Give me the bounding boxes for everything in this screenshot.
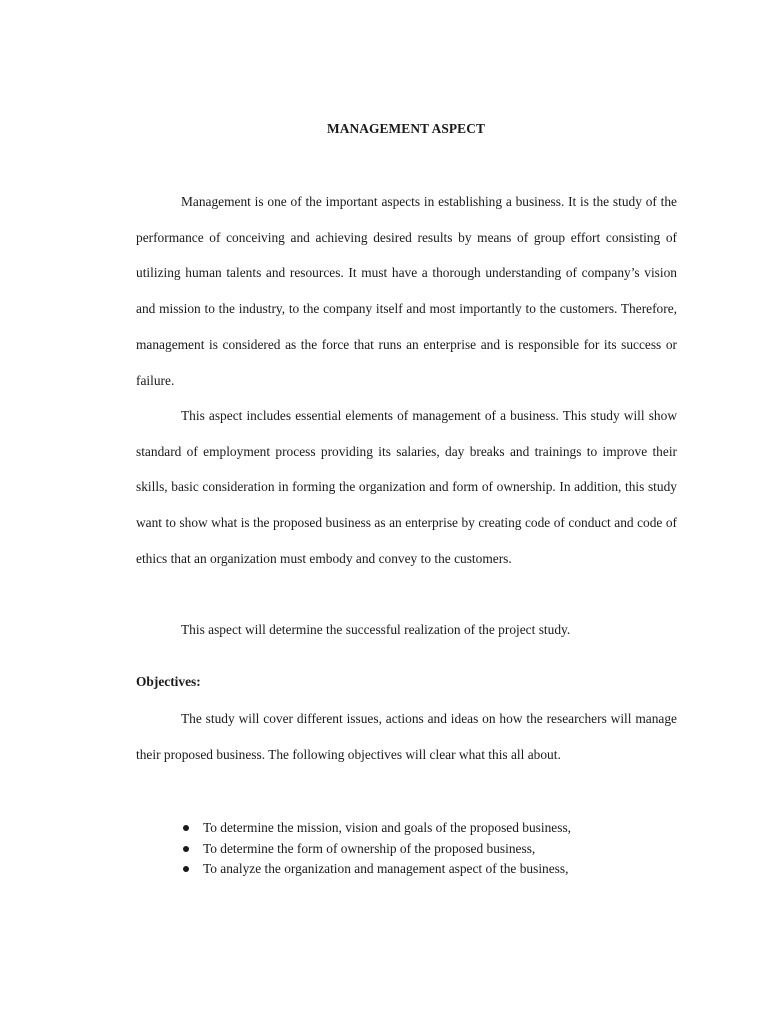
paragraph-aspect-determination: This aspect will determine the successful realization of the project study.	[181, 622, 571, 637]
document-title: MANAGEMENT ASPECT	[326, 121, 486, 136]
paragraph-aspect-elements: This aspect includes essential elements of management of a business. This study will show standard of employment process providing its salaries, day breaks and trainings to improve their skills, basic consideration in forming the organization and form of ownership. In addition, this study want to show what is the proposed business as an enterprise by creating code of conduct and code of ethics that an organization must embody and convey to the customers.	[136, 408, 677, 566]
objectives-heading: Objectives:	[136, 674, 201, 689]
bullet-icon	[183, 846, 189, 852]
list-item-text: To determine the form of ownership of the proposed business,	[203, 840, 536, 856]
list-item-text: To determine the mission, vision and goals of the proposed business,	[203, 820, 571, 835]
list-item-text: To analyze the organization and management aspect of the business,	[203, 861, 569, 876]
bullet-icon	[183, 866, 189, 872]
list-item	[136, 818, 696, 839]
paragraph-management-definition: Management is one of the important aspects in establishing a business. It is the study of the performance of conceiving and achieving desired results by means of group effort consisting of utilizing human talents and resources. It must have a thorough understanding of company’s vision and mission to the industry, to the company itself and most importantly to the customers. Therefore, management is considered as the force that runs an enterprise and is responsible for its success or failure.	[136, 194, 677, 388]
bullet-icon	[183, 825, 189, 831]
list-item	[136, 859, 696, 880]
paragraph-objectives-intro: The study will cover different issues, actions and ideas on how the researchers will manage their proposed business. The following objectives will clear what this all about.	[136, 711, 677, 762]
objectives-list	[136, 818, 696, 880]
list-item	[136, 839, 696, 860]
